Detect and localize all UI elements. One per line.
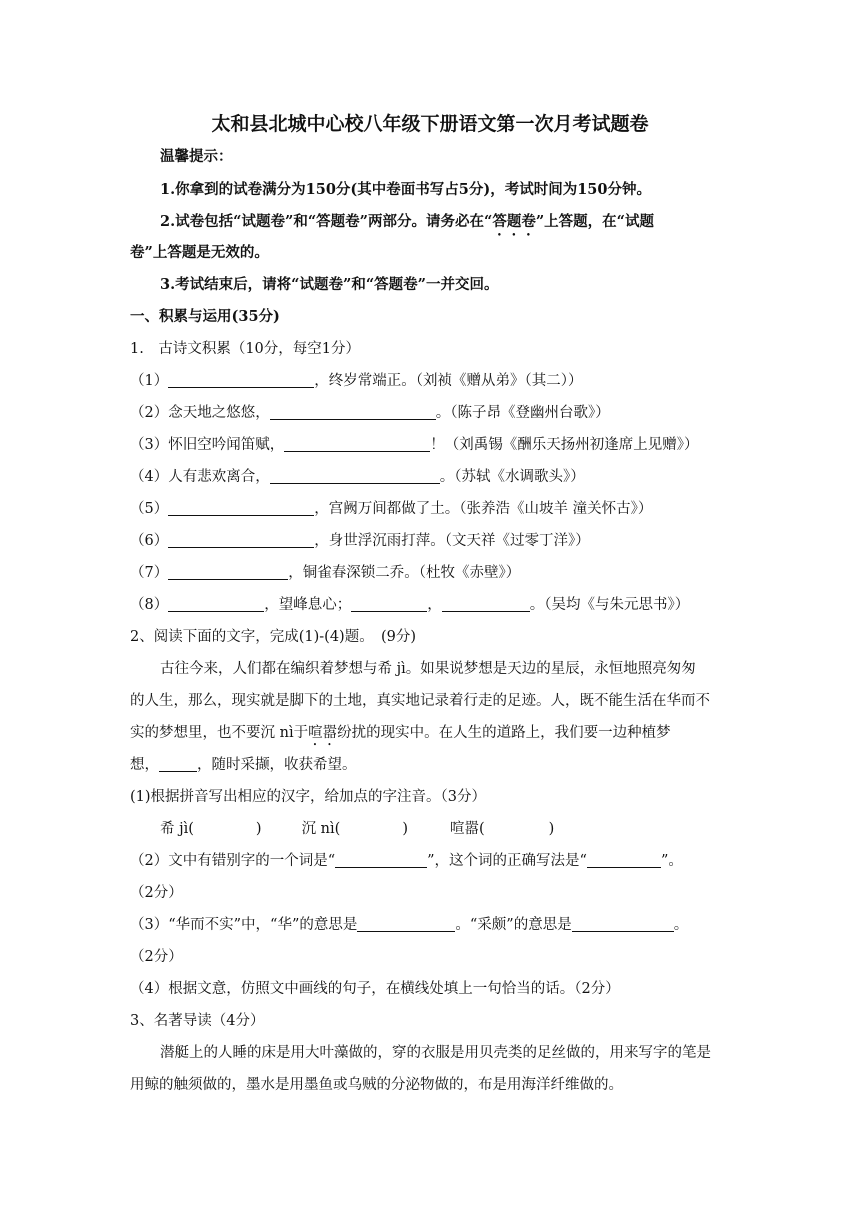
q2-sub-2-score: （2分） [130, 885, 183, 901]
tip-2: 2.试卷包括“试题卷”和“答题卷”两部分。请务必在“答题卷”上答题，在“试题 [160, 213, 655, 230]
q2-pinyin-row: 希 jì( ) 沉 nì( ) 喧嚣( ) [160, 821, 555, 837]
answer-blank[interactable] [159, 755, 197, 772]
answer-blank[interactable] [572, 915, 674, 932]
passage-line-3: 实的梦想里，也不要沉 nì于喧嚣纷扰的现实中。在人生的道路上，我们要一边种植梦 [130, 725, 671, 741]
q1-heading: 1. 古诗文积累（10分，每空1分） [130, 341, 361, 357]
q1-line-6: （6） ，身世浮沉雨打萍。（文天祥《过零丁洋》） [130, 533, 590, 549]
q1-line-5: （5） ，宫阙万间都做了土。（张养浩《山坡羊 潼关怀古》） [130, 501, 653, 517]
passage-line-1: 古往今来，人们都在编织着梦想与希 jì。如果说梦想是天边的星辰，永恒地照亮匆匆 [160, 661, 696, 677]
answer-blank[interactable] [168, 595, 264, 612]
answer-blank[interactable] [351, 595, 427, 612]
answer-blank[interactable] [270, 467, 440, 484]
q2-sub-1: (1)根据拼音写出相应的汉字，给加点的字注音。（3分） [130, 789, 487, 805]
q1-line-4: （4）人有悲欢离合， 。（苏轼《水调歌头》） [130, 469, 585, 485]
tip-2-cont: 卷”上答题是无效的。 [130, 244, 269, 261]
q3-passage-line-1: 潜艇上的人睡的床是用大叶藻做的，穿的衣服是用贝壳类的足丝做的，用来写字的笔是 [160, 1045, 711, 1061]
q1-line-1: （1） ，终岁常端正。（刘祯《赠从弟》（其二）） [130, 373, 583, 389]
passage-line-4: 想， ，随时采撷，收获希望。 [130, 757, 357, 773]
tip-3: 3.考试结束后，请将“试题卷”和“答题卷”一并交回。 [160, 276, 499, 293]
q3-heading: 3、名著导读（4分） [130, 1013, 265, 1029]
answer-blank[interactable] [587, 851, 661, 868]
q1-line-3: （3）怀旧空吟闻笛赋， ！（刘禹锡《酬乐天扬州初逢席上见赠》） [130, 437, 699, 453]
answer-blank[interactable] [284, 435, 430, 452]
q2-sub-2: （2）文中有错别字的一个词是“ ”，这个词的正确写法是“ ”。 [130, 853, 683, 869]
q2-sub-3-score: （2分） [130, 949, 183, 965]
answer-blank[interactable] [168, 563, 288, 580]
q3-passage-line-2: 用鲸的触须做的，墨水是用墨鱼或乌贼的分泌物做的，布是用海洋纤维做的。 [130, 1077, 623, 1093]
answer-blank[interactable] [357, 915, 455, 932]
q1-line-8: （8） ，望峰息心； ， 。（吴均《与朱元思书》） [130, 597, 690, 613]
exam-title: 太和县北城中心校八年级下册语文第一次月考试题卷 [211, 113, 649, 135]
q1-line-2: （2）念天地之悠悠， 。（陈子昂《登幽州台歌》） [130, 405, 610, 421]
q2-heading: 2、阅读下面的文字，完成(1)-(4)题。 (9分) [130, 629, 416, 645]
emphasized-answer-sheet: 答题卷 [492, 213, 536, 230]
dotted-word-xuanxiao: 喧嚣 [308, 725, 338, 741]
answer-blank[interactable] [270, 403, 436, 420]
answer-blank[interactable] [168, 371, 314, 388]
answer-blank[interactable] [168, 531, 314, 548]
answer-blank[interactable] [168, 499, 314, 516]
section-1-heading: 一、积累与运用(35分) [130, 308, 280, 325]
passage-line-2: 的人生，那么，现实就是脚下的土地，真实地记录着行走的足迹。人，既不能生活在华而不 [130, 693, 710, 709]
answer-blank[interactable] [335, 851, 427, 868]
q2-sub-3: （3）“华而不实”中，“华”的意思是 。“采颇”的意思是 。 [130, 917, 689, 933]
q2-sub-4: （4）根据文意，仿照文中画线的句子，在横线处填上一句恰当的话。（2分） [130, 981, 620, 997]
q1-line-7: （7） ，铜雀春深锁二乔。（杜牧《赤壁》） [130, 565, 521, 581]
tips-heading: 温馨提示： [160, 148, 233, 165]
tip-1: 1.你拿到的试卷满分为150分(其中卷面书写占5分)，考试时间为150分钟。 [160, 181, 651, 198]
answer-blank[interactable] [442, 595, 530, 612]
